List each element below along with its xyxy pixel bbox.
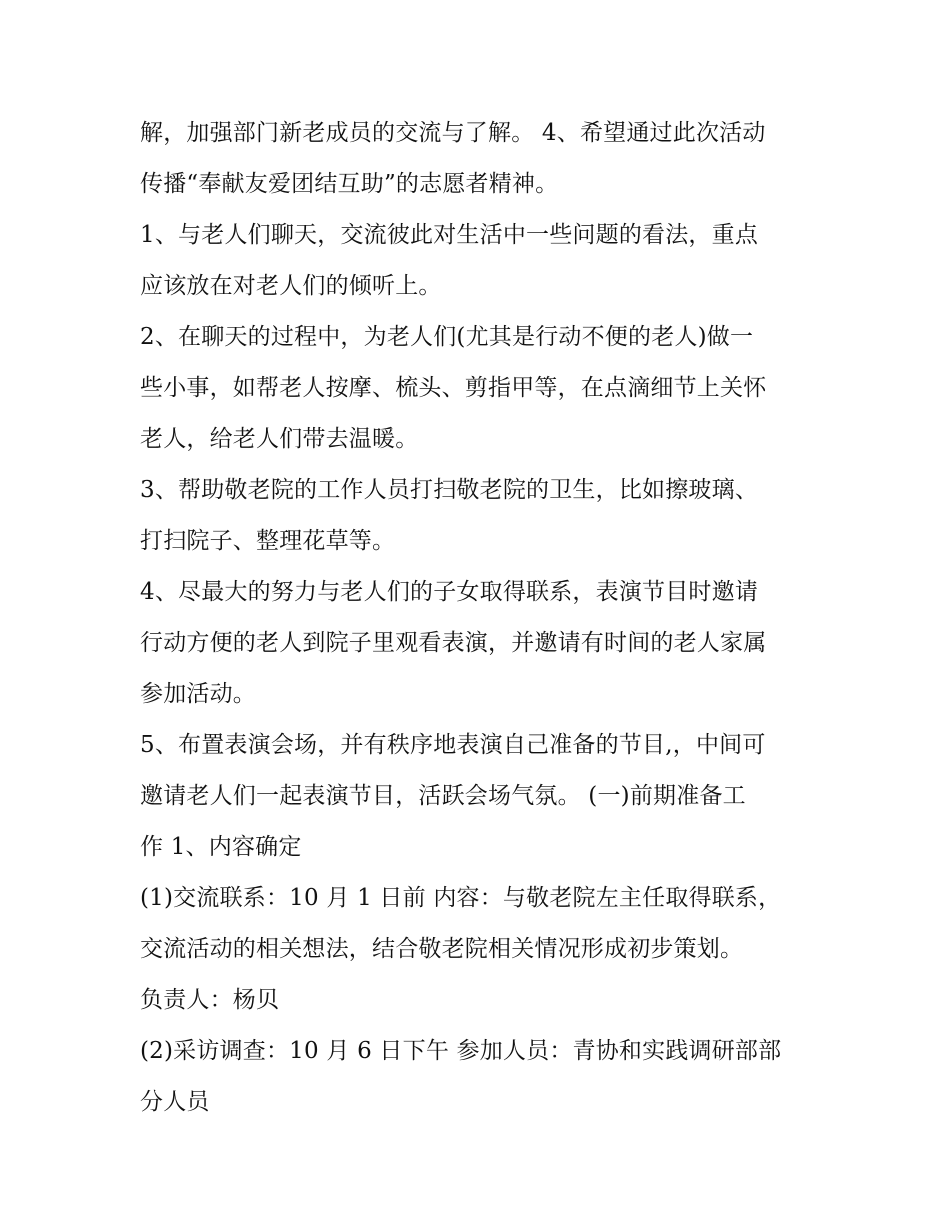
text-line: 3、帮助敬老院的工作人员打扫敬老院的卫生，比如擦玻璃、 <box>140 477 759 503</box>
text-line: (1)交流联系：10 月 1 日前 内容：与敬老院左主任取得联系， <box>140 885 782 911</box>
text-line: (2)采访调查：10 月 6 日下午 参加人员：青协和实践调研部部 <box>140 1038 782 1064</box>
text-line: 5、布置表演会场，并有秩序地表演自己准备的节目,，中间可 <box>140 732 766 758</box>
text-line: 交流活动的相关想法，结合敬老院相关情况形成初步策划。 <box>140 936 744 962</box>
text-line: 4、尽最大的努力与老人们的子女取得联系，表演节目时邀请 <box>140 579 759 605</box>
text-line: 负责人：杨贝 <box>140 987 280 1013</box>
text-line: 分人员 <box>140 1089 210 1115</box>
text-line: 参加活动。 <box>140 681 256 707</box>
document-body <box>140 108 830 1128</box>
text-line: 作 1、内容确定 <box>140 834 302 860</box>
text-line: 传播“奉献友爱团结互助”的志愿者精神。 <box>140 171 559 197</box>
text-line: 行动方便的老人到院子里观看表演，并邀请有时间的老人家属 <box>140 630 767 656</box>
text-line: 邀请老人们一起表演节目，活跃会场气氛。 (一)前期准备工 <box>140 783 746 809</box>
text-line: 1、与老人们聊天，交流彼此对生活中一些问题的看法，重点 <box>140 222 759 248</box>
text-line: 2、在聊天的过程中，为老人们(尤其是行动不便的老人)做一 <box>140 324 754 350</box>
text-line: 老人，给老人们带去温暖。 <box>140 426 419 452</box>
text-line: 解，加强部门新老成员的交流与了解。 4、希望通过此次活动 <box>140 120 766 146</box>
text-line: 些小事，如帮老人按摩、梳头、剪指甲等，在点滴细节上关怀 <box>140 375 767 401</box>
text-line: 应该放在对老人们的倾听上。 <box>140 273 442 299</box>
text-line: 打扫院子、整理花草等。 <box>140 528 396 554</box>
